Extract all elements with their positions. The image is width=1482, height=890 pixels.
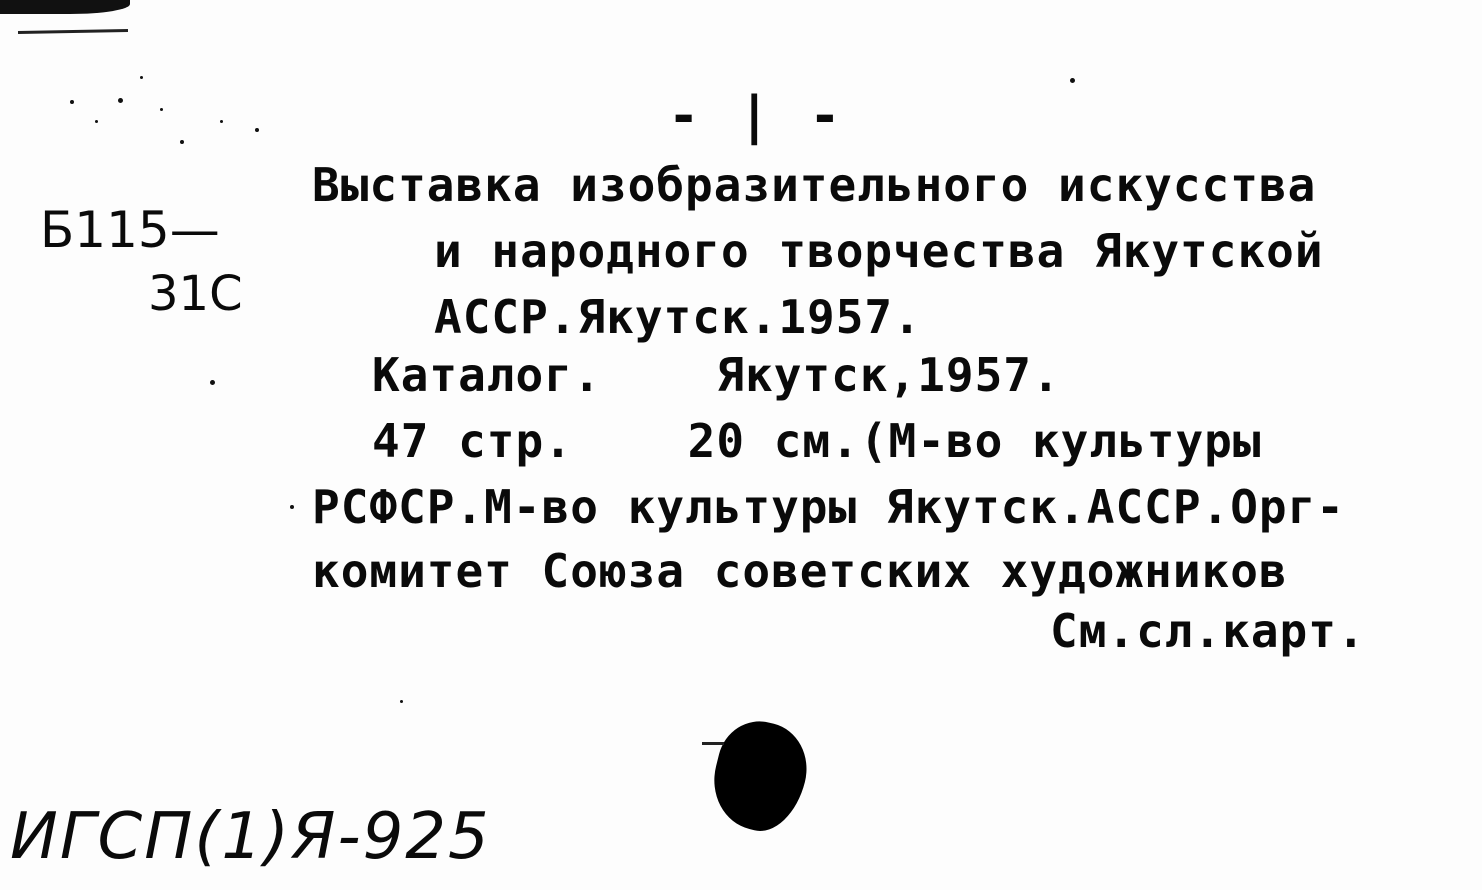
title-line-1: Выставка изобразительного искусства bbox=[312, 158, 1317, 212]
issuer-line-2: комитет Союза советских художников bbox=[312, 544, 1288, 598]
see-next-card-note: См.сл.карт. bbox=[1050, 604, 1366, 658]
physical-description-line: 47 стр. 20 см.(М-во культуры bbox=[372, 414, 1262, 468]
handwritten-code: ИГСП(1)Я-925 bbox=[10, 800, 491, 874]
issuer-line-1: РСФСР.М-во культуры Якутск.АССР.Орг- bbox=[312, 480, 1345, 534]
speck bbox=[140, 76, 143, 79]
page-marker: - | - bbox=[668, 86, 845, 146]
speck bbox=[255, 128, 259, 132]
speck bbox=[118, 98, 123, 103]
speck bbox=[1070, 78, 1075, 83]
title-line-3: АССР.Якутск.1957. bbox=[434, 290, 922, 344]
shelf-mark-bottom: 31С bbox=[148, 266, 243, 322]
speck bbox=[220, 120, 223, 123]
speck bbox=[95, 120, 98, 123]
punch-hole bbox=[703, 713, 816, 840]
shelf-mark-top: Б115— bbox=[40, 201, 220, 259]
punch-hole-tick bbox=[702, 742, 724, 745]
speck bbox=[210, 380, 215, 385]
speck bbox=[160, 108, 163, 111]
publication-line: Каталог. Якутск,1957. bbox=[372, 348, 1061, 402]
speck bbox=[400, 700, 403, 703]
speck bbox=[180, 140, 184, 144]
corner-scratch-line bbox=[18, 29, 128, 34]
corner-scratch-mark bbox=[0, 0, 130, 14]
title-line-2: и народного творчества Якутской bbox=[434, 224, 1324, 278]
speck bbox=[70, 100, 74, 104]
speck bbox=[290, 505, 294, 509]
